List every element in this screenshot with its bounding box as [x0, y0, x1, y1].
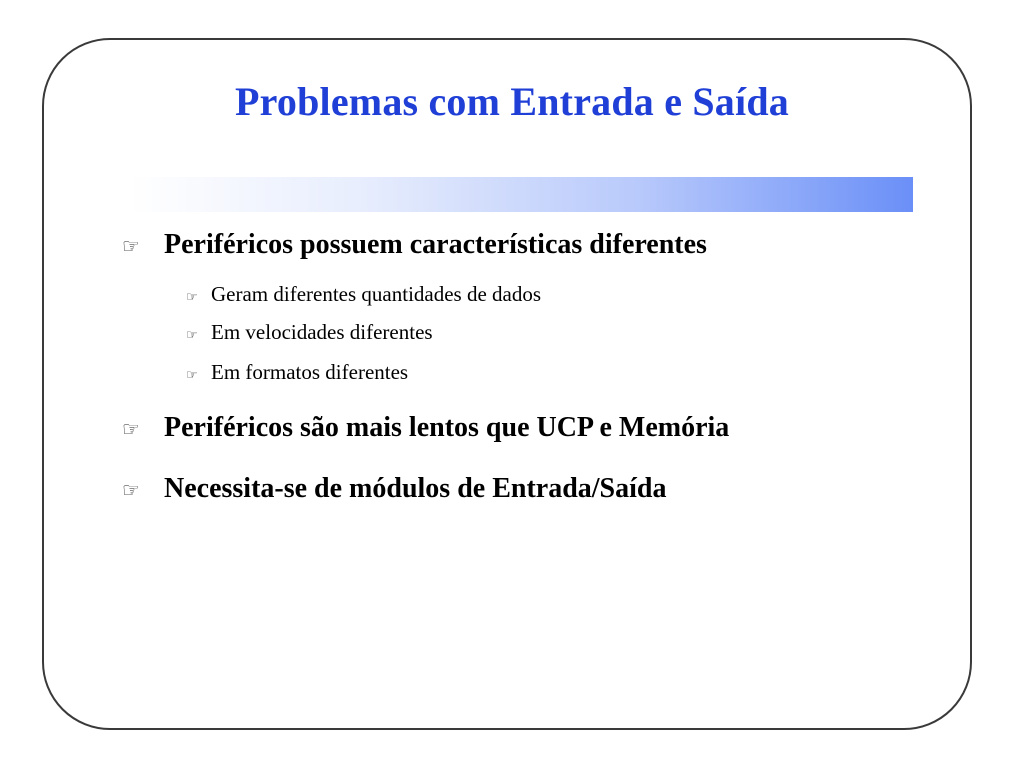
sub-bullet-text: Geram diferentes quantidades de dados	[211, 282, 542, 306]
slide-title: Problemas com Entrada e Saída	[235, 79, 789, 124]
pointing-hand-icon: ☞	[122, 234, 140, 258]
pointing-hand-icon: ☞	[122, 417, 140, 441]
sub-bullet-item	[186, 320, 433, 345]
sub-bullet-item	[186, 360, 408, 385]
bullet-text: Periféricos possuem características diferentes	[164, 229, 707, 260]
pointing-hand-icon: ☞	[186, 290, 198, 305]
sub-bullet-text: Em velocidades diferentes	[211, 320, 433, 344]
pointing-hand-icon: ☞	[122, 478, 140, 502]
bullet-item	[122, 473, 666, 505]
bullet-item	[122, 229, 707, 261]
pointing-hand-icon: ☞	[186, 328, 198, 343]
pointing-hand-icon: ☞	[186, 368, 198, 383]
bullet-text: Necessita-se de módulos de Entrada/Saída	[164, 473, 667, 504]
sub-bullet-text: Em formatos diferentes	[211, 360, 409, 384]
bullet-text: Periféricos são mais lentos que UCP e Memória	[164, 412, 730, 443]
bullet-item	[122, 412, 729, 444]
sub-bullet-item	[186, 282, 541, 307]
